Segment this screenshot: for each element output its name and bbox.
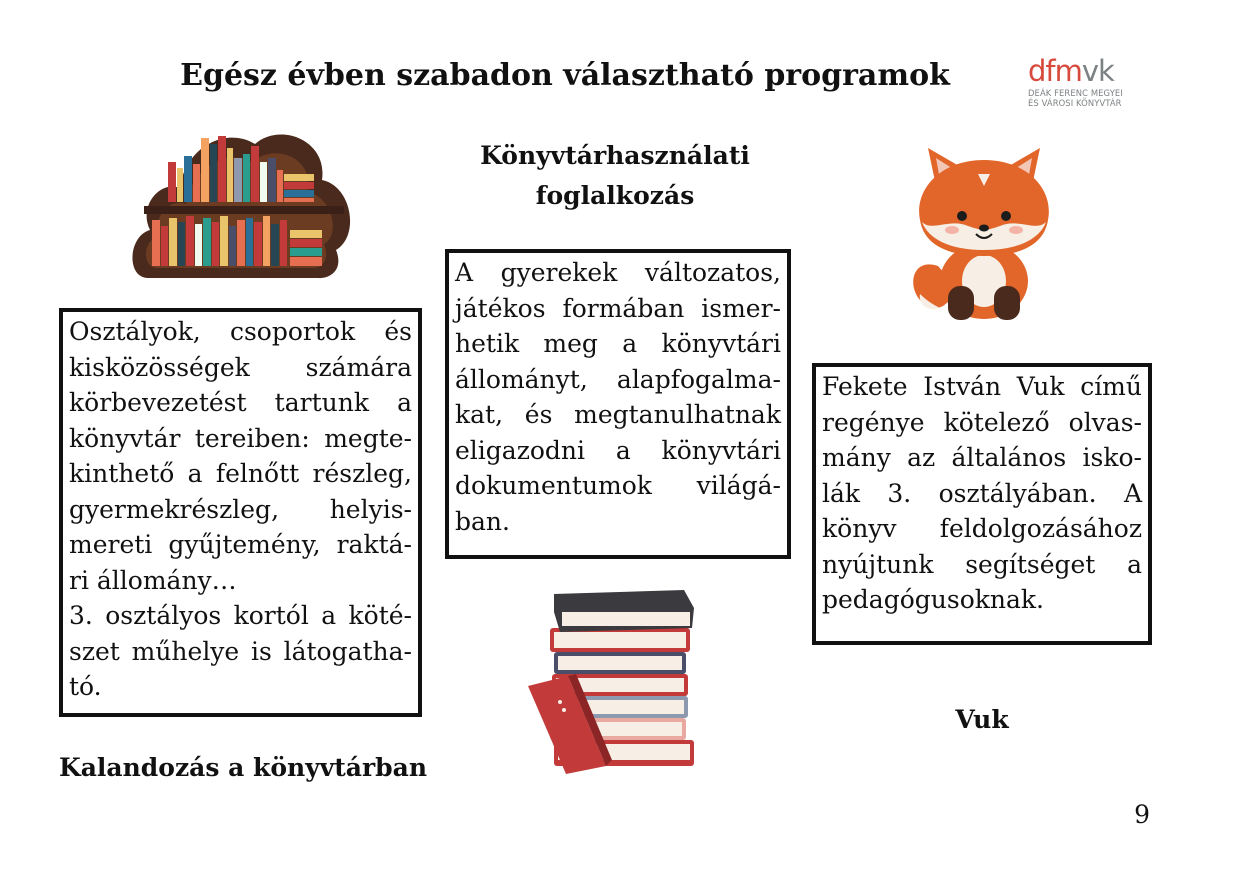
- page-title: Egész évben szabadon választható programok: [180, 58, 950, 93]
- book-stack-illustration: [524, 590, 700, 774]
- library-logo: dfmvk DEÁK FERENC MEGYEI ÉS VÁROSI KÖNYVTÁR: [1028, 54, 1123, 108]
- page-number: 9: [1134, 800, 1150, 829]
- caption-adventure: Kalandozás a könyvtárban: [58, 753, 428, 782]
- class-tour-description: Osztályok, csoportok és kisközösségek számára körbevezetést tartunk a könyvtár tereiben: megte- kinthető a felnőtt részleg, gyermekrészleg, helyis- mereti gyűjtemény, raktá- ri állomány… 3. osztályos kortól a köté- szet műhelye is látogatha- tó.: [59, 308, 422, 717]
- library-use-description: A gyerekek változatos, játékos formában ismer- hetik meg a könyvtári állományt, alapfogalma- kat, és megtanulhatnak eligazodni a könyvtári dokumentumok világá- ban.: [445, 249, 791, 559]
- fox-illustration: [908, 146, 1058, 326]
- bookshelf-illustration: [130, 118, 355, 281]
- caption-vuk: Vuk: [955, 705, 1009, 734]
- program-heading-library-use: Könyvtárhasználati foglalkozás: [480, 141, 750, 210]
- vuk-description: Fekete István Vuk című regénye kötelező olvas- mány az általános isko- lák 3. osztályában. A könyv feldolgozásához nyújtunk segítséget a pedagógusoknak.: [812, 363, 1152, 645]
